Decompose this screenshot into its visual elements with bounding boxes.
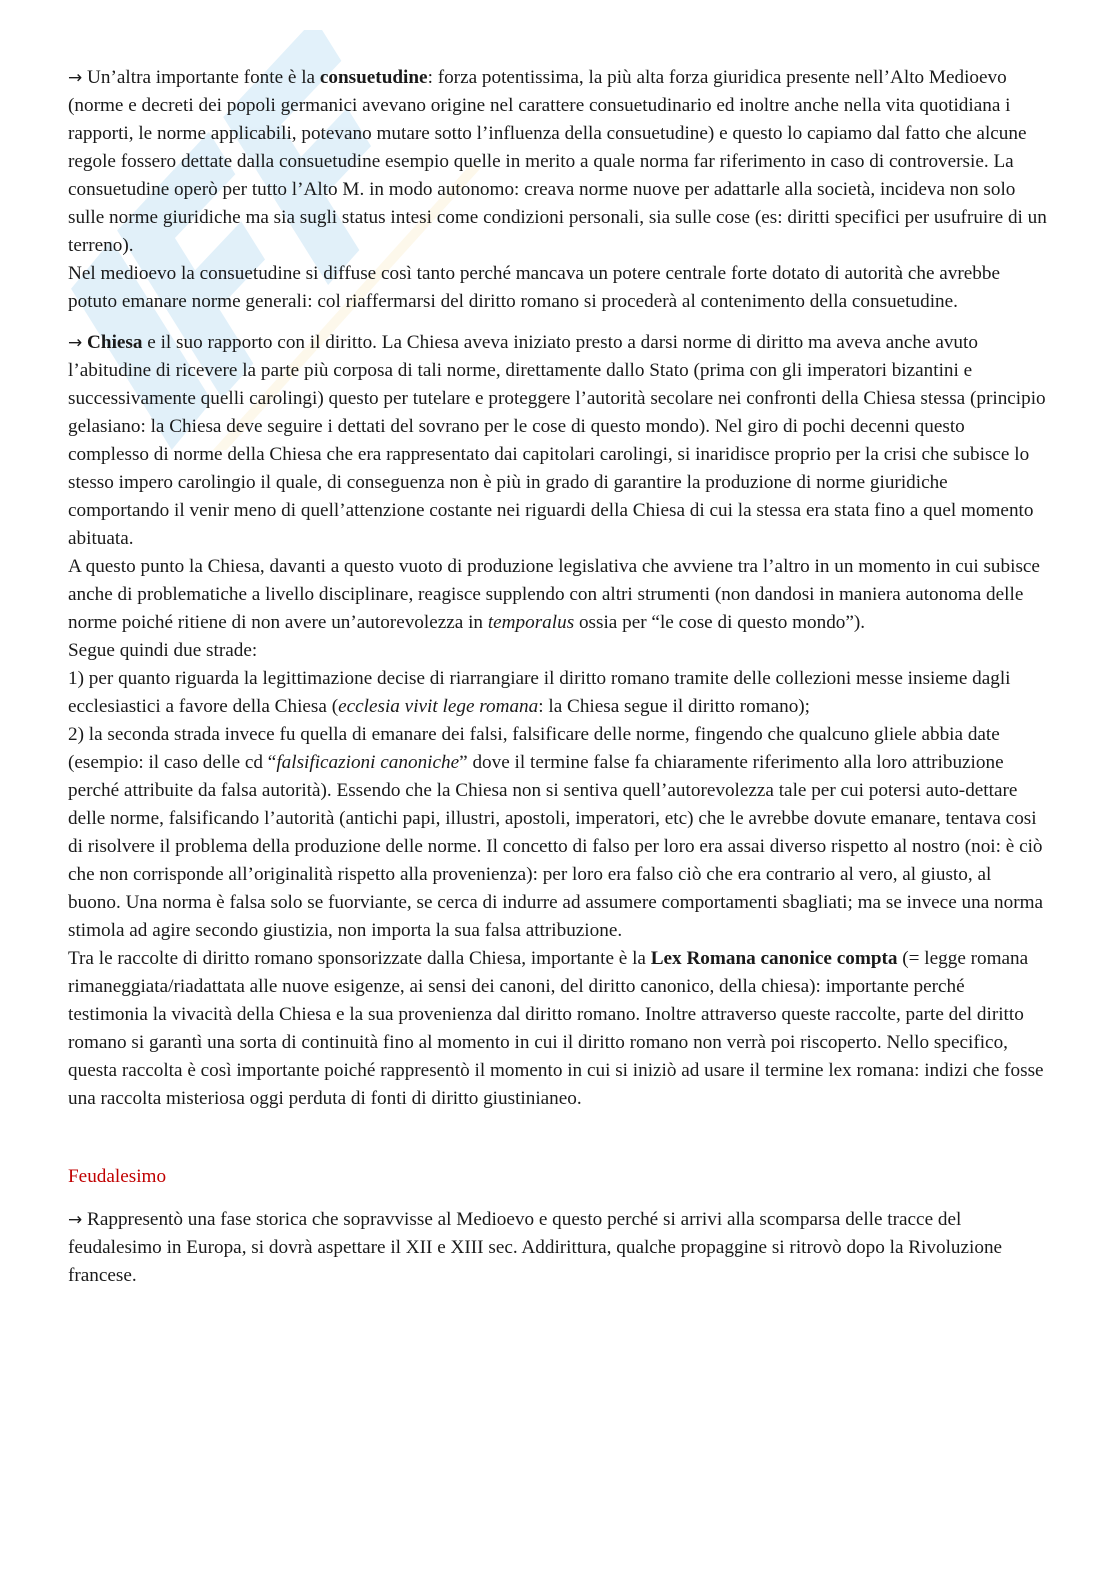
arrow-icon: →: [68, 1210, 83, 1230]
term-temporalus: temporalus: [487, 612, 575, 633]
term-consuetudine: consuetudine: [319, 67, 428, 88]
term-chiesa: Chiesa: [87, 332, 143, 353]
term-ecclesia: ecclesia vivit lege romana: [338, 696, 539, 717]
paragraph-lex-romana: Tra le raccolte di diritto romano sponsorizzate dalla Chiesa, importante è la Lex Romana canonice compta (= legge romana rimaneggiata/riadattata alle nuove esigenze, ai sensi dei canoni, del diritto canonico, della chiesa): importante perché testimonia la vivacità della Chiesa e la sua provenienza dal diritto romano. Inoltre attraverso queste raccolte, parte del diritto romano si garantì una sorta di continuità fino al momento in cui il diritto romano non verrà poi riscoperto. Nello specifico, questa raccolta è così importante poiché rappresentò il momento in cui si iniziò ad usare il termine lex romana: indizi che fosse una raccolta misteriosa oggi perduta di fonti di diritto giustinianeo.: [68, 948, 1044, 1109]
document-body: [68, 64, 1048, 1290]
paragraph-vuoto-legislativo: A questo punto la Chiesa, davanti a questo vuoto di produzione legislativa che avviene tra l’altro in un momento in cui subisce anche di problematiche a livello disciplinare, reagisce supplendo con altri strumenti (non dandosi in maniera autonoma delle norme poiché ritiene di non avere un’autorevolezza in temporalus ossia per “le cose di questo mondo”).: [68, 556, 1040, 633]
arrow-icon: →: [68, 333, 83, 353]
paragraph-consuetudine: → Un’altra importante fonte è la consuetudine: forza potentissima, la più alta forza giuridica presente nell’Alto Medioevo (norme e decreti dei popoli germanici avevano origine nel carattere consuetudinario ed inoltre anche nella vita quotidiana i rapporti, le norme applicabili, potevano mutare sotto l’influenza della consuetudine) e questo lo capiamo dal fatto che alcune regole fossero dettate dalla consuetudine esempio quelle in merito a quale norma far riferimento in caso di controversie. La consuetudine operò per tutto l’Alto M. in modo autonomo: creava norme nuove per adattarle alla società, incideva non solo sulle norme giuridiche ma sia sugli status intesi come condizioni personali, sia sulle cose (es: diritti specifici per usufruire di un terreno).: [68, 67, 1047, 256]
term-lex-romana: Lex Romana canonice compta: [650, 948, 898, 969]
term-falsificazioni: falsificazioni canoniche: [276, 752, 460, 773]
section-heading-feudalesimo: Feudalesimo: [68, 1166, 167, 1187]
paragraph-medioevo: Nel medioevo la consuetudine si diffuse così tanto perché mancava un potere centrale forte dotato di autorità che avrebbe potuto emanare norme generali: col riaffermarsi del diritto romano si procederà al contenimento della consuetudine.: [68, 263, 1000, 312]
paragraph-due-strade: Segue quindi due strade:: [68, 640, 258, 661]
arrow-icon: →: [68, 68, 83, 88]
list-item-1: 1) per quanto riguarda la legittimazione decise di riarrangiare il diritto romano tramite delle collezioni messe insieme dagli ecclesiastici a favore della Chiesa (ecclesia vivit lege romana: la Chiesa segue il diritto romano);: [68, 668, 1011, 717]
list-item-2: 2) la seconda strada invece fu quella di emanare dei falsi, falsificare delle norme, fingendo che qualcuno gliele abbia date (esempio: il caso delle cd “falsificazioni canoniche” dove il termine false fa chiaramente riferimento alla loro attribuzione perché attribuite da falsa autorità). Essendo che la Chiesa non si sentiva quell’autorevolezza tale per cui potersi auto-dettare delle norme, falsificando l’autorità (antichi papi, illustri, apostoli, imperatori, etc) che le avrebbe dovute emanare, tentava cosi di risolvere il problema della produzione delle norme. Il concetto di falso per loro era assai diverso rispetto al nostro (noi: è ciò che non corrisponde all’originalità rispetto alla provenienza): per loro era falso ciò che era contrario al vero, al giusto, al buono. Una norma è falsa solo se fuorviante, se cerca di indurre ad assumere comportamenti sbagliati; ma se invece una norma stimola ad agire secondo giustizia, non importa la sua falsa attribuzione.: [68, 724, 1044, 941]
paragraph-feudalesimo: → Rappresentò una fase storica che sopravvisse al Medioevo e questo perché si arrivi alla scomparsa delle tracce del feudalesimo in Europa, si dovrà aspettare il XII e XIII sec. Addirittura, qualche propaggine si ritrovò dopo la Rivoluzione francese.: [68, 1209, 1003, 1286]
paragraph-chiesa: → Chiesa e il suo rapporto con il diritto. La Chiesa aveva iniziato presto a darsi norme di diritto ma aveva anche avuto l’abitudine di ricevere la parte più corposa di tali norme, direttamente dallo Stato (prima con gli imperatori bizantini e successivamente quelli carolingi) questo per tutelare e proteggere l’autorità secolare nei confronti della Chiesa stessa (principio gelasiano: la Chiesa deve seguire i dettati del sovrano per le cose di questo mondo). Nel giro di pochi decenni questo complesso di norme della Chiesa che era rappresentato dai capitolari carolingi, si inaridisce proprio per la crisi che subisce lo stesso impero carolingio il quale, di conseguenza non è più in grado di garantire la produzione di norme giuridiche comportando il venir meno di quell’attenzione costante nei riguardi della Chiesa di cui la stessa era stata fino a quel momento abituata.: [68, 332, 1046, 549]
